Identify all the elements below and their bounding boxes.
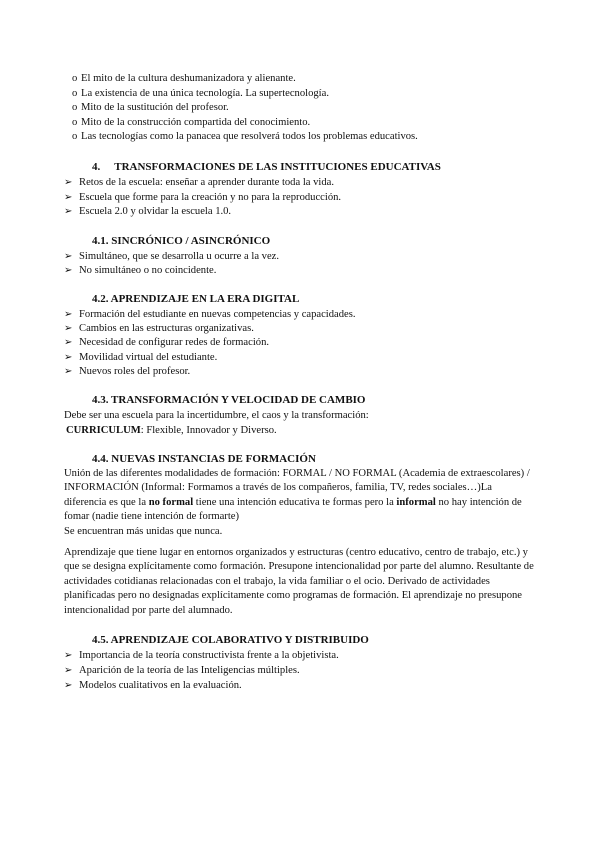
circle-bullet-icon: o — [72, 131, 78, 142]
arrow-bullet-icon: ➢ — [64, 650, 73, 661]
arrow-bullet-icon: ➢ — [64, 352, 73, 363]
arrow-bullet-icon: ➢ — [64, 177, 73, 188]
list-item: o El mito de la cultura deshumanizadora y alienante. — [72, 73, 296, 84]
list-item: ➢ Nuevos roles del profesor. — [64, 366, 191, 377]
circle-bullet-icon: o — [72, 73, 78, 84]
list-item: ➢ Importancia de la teoría constructivista frente a la objetivista. — [64, 650, 339, 661]
section-heading: 4.3. TRANSFORMACIÓN Y VELOCIDAD DE CAMBIO — [92, 394, 366, 406]
list-item: ➢ Aparición de la teoría de las Inteligencias múltiples. — [64, 665, 300, 676]
arrow-bullet-icon: ➢ — [64, 366, 73, 377]
curriculum-line: CURRICULUM: Flexible, Innovador y Diverso. — [66, 425, 277, 436]
paragraph: Unión de las diferentes modalidades de formación: FORMAL / NO FORMAL (Academia de extraescolares) / INFORMACIÓN (Informal: Formamos a través de los compañeros, familia, TV, redes sociales…)La diferencia es que la no formal tiene una intención educativa te formas pero la informal no hay intención de fomar (nadie tiene intención de formarte) Se encuentran más unidas que nunca. — [64, 468, 530, 537]
list-item: ➢ Escuela 2.0 y olvidar la escuela 1.0. — [64, 206, 232, 217]
list-item: ➢ Cambios en las estructuras organizativas. — [64, 323, 254, 334]
list-item: ➢ Necesidad de configurar redes de formación. — [64, 337, 270, 348]
curriculum-label: CURRICULUM — [66, 425, 141, 436]
arrow-bullet-icon: ➢ — [64, 265, 73, 276]
circle-bullet-icon: o — [72, 88, 78, 99]
list-item: ➢ Retos de la escuela: enseñar a aprender durante toda la vida. — [64, 177, 335, 188]
arrow-bullet-icon: ➢ — [64, 665, 73, 676]
list-item: o Mito de la sustitución del profesor. — [72, 102, 229, 113]
circle-bullet-icon: o — [72, 117, 78, 128]
arrow-bullet-icon: ➢ — [64, 251, 73, 262]
list-item: ➢ Simultáneo, que se desarrolla u ocurre a la vez. — [64, 251, 280, 262]
list-item: ➢ Escuela que forme para la creación y no para la reproducción. — [64, 192, 342, 203]
list-item: o La existencia de una única tecnología. La supertecnología. — [72, 88, 329, 99]
paragraph: Aprendizaje que tiene lugar en entornos organizados y estructuras (centro educativo, centro de trabajo, etc.) y que se designa explícitamente como formación. Presupone intencionalidad por parte del alumno. Resultante de actividades cotidianas relacionadas con el trabajo, la vida familiar o el ocio. Derivado de actividades planificadas pero no designadas explícitamente como programas de formación. El aprendizaje no presupone intencionalidad por parte del alumnado. — [64, 547, 534, 616]
section-heading: 4.2. APRENDIZAJE EN LA ERA DIGITAL — [92, 293, 300, 305]
section-heading: 4.4. NUEVAS INSTANCIAS DE FORMACIÓN — [92, 453, 316, 465]
list-item: ➢ Modelos cualitativos en la evaluación. — [64, 680, 242, 691]
list-item: o Mito de la construcción compartida del conocimiento. — [72, 117, 311, 128]
arrow-bullet-icon: ➢ — [64, 206, 73, 217]
arrow-bullet-icon: ➢ — [64, 309, 73, 320]
section-heading: 4.1. SINCRÓNICO / ASINCRÓNICO — [92, 235, 271, 247]
paragraph-line: Debe ser una escuela para la incertidumbre, el caos y la transformación: — [64, 410, 369, 421]
circle-bullet-icon: o — [72, 102, 78, 113]
section-heading: 4.5. APRENDIZAJE COLABORATIVO Y DISTRIBUIDO — [92, 634, 369, 646]
list-item: o Las tecnologías como la panacea que resolverá todos los problemas educativos. — [72, 131, 418, 142]
section-heading: 4. TRANSFORMACIONES DE LAS INSTITUCIONES EDUCATIVAS — [92, 161, 441, 173]
list-item: ➢ No simultáneo o no coincidente. — [64, 265, 217, 276]
list-item: ➢ Formación del estudiante en nuevas competencias y capacidades. — [64, 309, 356, 320]
arrow-bullet-icon: ➢ — [64, 337, 73, 348]
arrow-bullet-icon: ➢ — [64, 192, 73, 203]
arrow-bullet-icon: ➢ — [64, 680, 73, 691]
arrow-bullet-icon: ➢ — [64, 323, 73, 334]
list-item: ➢ Movilidad virtual del estudiante. — [64, 352, 218, 363]
